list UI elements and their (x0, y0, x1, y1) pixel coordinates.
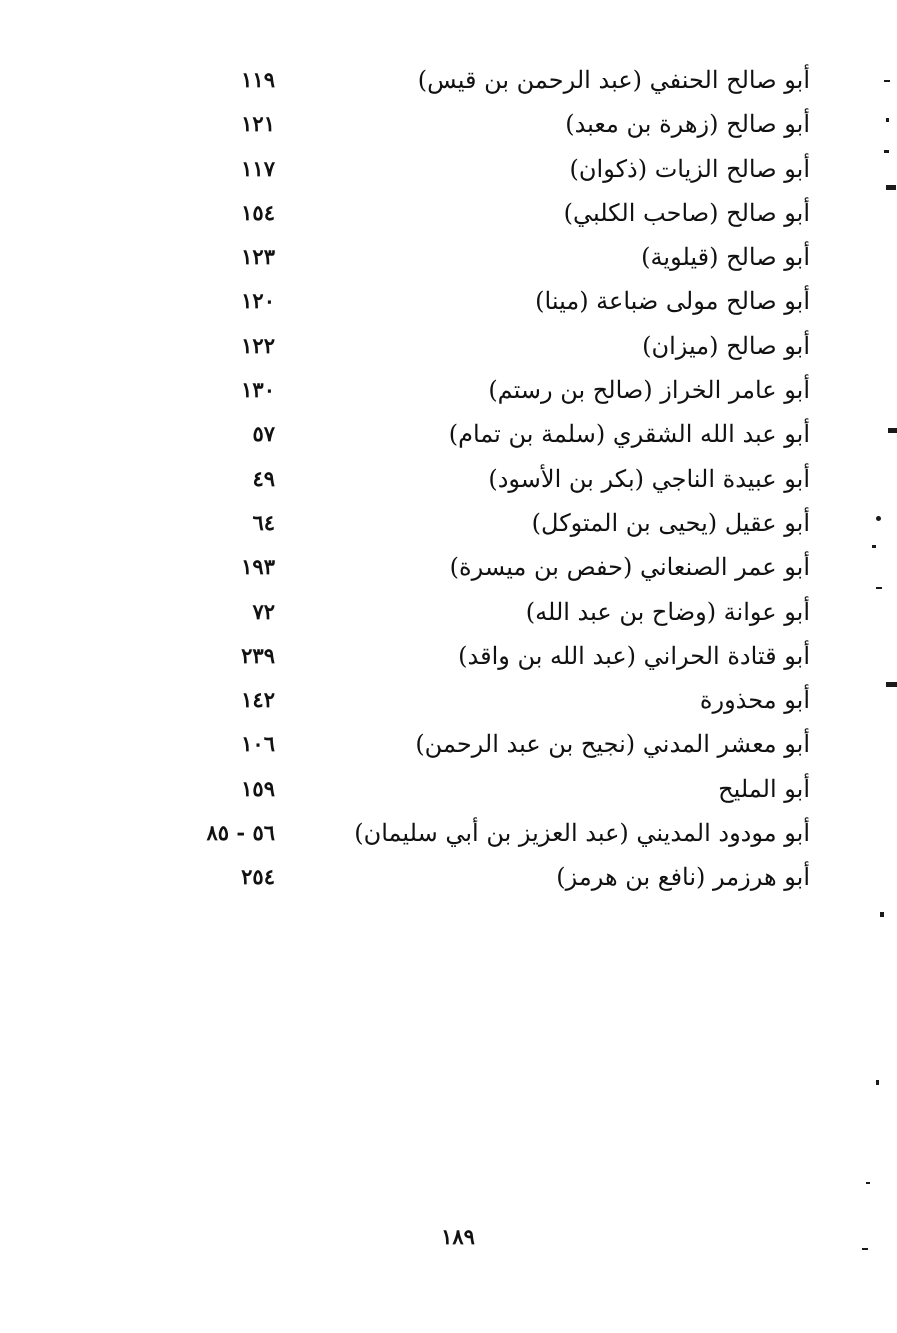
entry-pages: ١١٩ (241, 67, 275, 92)
scan-speck (880, 912, 884, 917)
index-entry (150, 457, 820, 501)
entry-name: أبو هرزمر (نافع بن هرمز) (556, 863, 810, 892)
scan-speck (862, 1248, 868, 1250)
index-entry (150, 855, 820, 899)
index-entry (150, 324, 820, 368)
entry-pages: ١٢٣ (241, 244, 275, 270)
scan-speck (876, 587, 882, 589)
index-entry (150, 678, 820, 722)
entry-pages: ١٠٦ (241, 731, 275, 757)
index-entry (150, 279, 820, 323)
index-entry (150, 545, 820, 589)
entry-pages: ٤٩ (252, 465, 275, 491)
index-entry (150, 102, 820, 146)
scan-speck (872, 545, 876, 548)
index-entry (150, 147, 820, 191)
entry-pages: ١١٧ (241, 155, 275, 181)
entry-name: أبو قتادة الحراني (عبد الله بن واقد) (458, 641, 810, 670)
entry-pages: ١٤٢ (241, 687, 275, 713)
entry-pages: ١٢١ (241, 111, 275, 137)
entry-name: أبو صالح (صاحب الكلبي) (563, 198, 810, 227)
page-number: ١٨٩ (441, 1224, 475, 1249)
index-entry (150, 412, 820, 456)
entry-name: أبو مودود المديني (عبد العزيز بن أبي سليمان) (354, 819, 810, 848)
entry-pages: ١٥٤ (241, 199, 275, 225)
entry-pages: ٥٧ (252, 421, 275, 447)
entry-pages: ٢٥٤ (241, 864, 275, 890)
index-entry (150, 368, 820, 412)
scan-speck (886, 185, 896, 190)
entry-name: أبو صالح (قيلوية) (641, 243, 810, 272)
entry-pages: ٢٣٩ (241, 642, 275, 668)
index-entry (150, 590, 820, 634)
entry-name: أبو صالح مولى ضباعة (مينا) (535, 287, 810, 316)
index-entry (150, 811, 820, 855)
entry-name: أبو عبيدة الناجي (بكر بن الأسود) (488, 464, 810, 493)
index-entry (150, 767, 820, 811)
entry-name: أبو المليح (718, 774, 810, 803)
scan-speck (888, 428, 897, 433)
entry-name: أبو عامر الخراز (صالح بن رستم) (488, 376, 810, 405)
scan-speck (876, 516, 881, 521)
entry-pages: ١٢٠ (241, 288, 275, 314)
scan-speck (886, 118, 889, 122)
scan-speck (884, 150, 889, 153)
entry-name: أبو صالح الحنفي (عبد الرحمن بن قيس) (417, 66, 810, 94)
entry-name: أبو عمر الصنعاني (حفص بن ميسرة) (449, 553, 810, 582)
scan-speck (884, 80, 890, 82)
entry-name: أبو صالح الزيات (ذكوان) (569, 154, 810, 183)
entry-pages: ١٢٢ (241, 332, 275, 358)
entry-name: أبو محذورة (699, 686, 810, 715)
index-entry (150, 501, 820, 545)
index-entry (150, 191, 820, 235)
index-entry (150, 634, 820, 678)
entry-pages: ٦٤ (252, 509, 275, 535)
scan-speck (866, 1182, 870, 1184)
entry-pages: ١٣٠ (241, 377, 275, 403)
entry-name: أبو عبد الله الشقري (سلمة بن تمام) (448, 420, 810, 449)
index-entry (150, 235, 820, 279)
entry-name: أبو صالح (ميزان) (642, 331, 810, 360)
entry-pages: ٧٢ (252, 598, 275, 624)
scan-speck (886, 682, 897, 687)
entry-name: أبو عوانة (وضاح بن عبد الله) (525, 597, 810, 626)
entry-name: أبو عقيل (يحيى بن المتوكل) (531, 508, 810, 537)
index-entry (150, 58, 820, 102)
index-list (150, 58, 820, 900)
scan-speck (876, 1080, 879, 1085)
entry-name: أبو صالح (زهرة بن معبد) (565, 110, 810, 139)
index-entry (150, 722, 820, 766)
entry-pages: ٥٦ - ٨٥ (206, 820, 275, 846)
entry-pages: ١٥٩ (241, 775, 275, 801)
entry-name: أبو معشر المدني (نجيح بن عبد الرحمن) (415, 730, 810, 759)
entry-pages: ١٩٣ (241, 554, 275, 580)
